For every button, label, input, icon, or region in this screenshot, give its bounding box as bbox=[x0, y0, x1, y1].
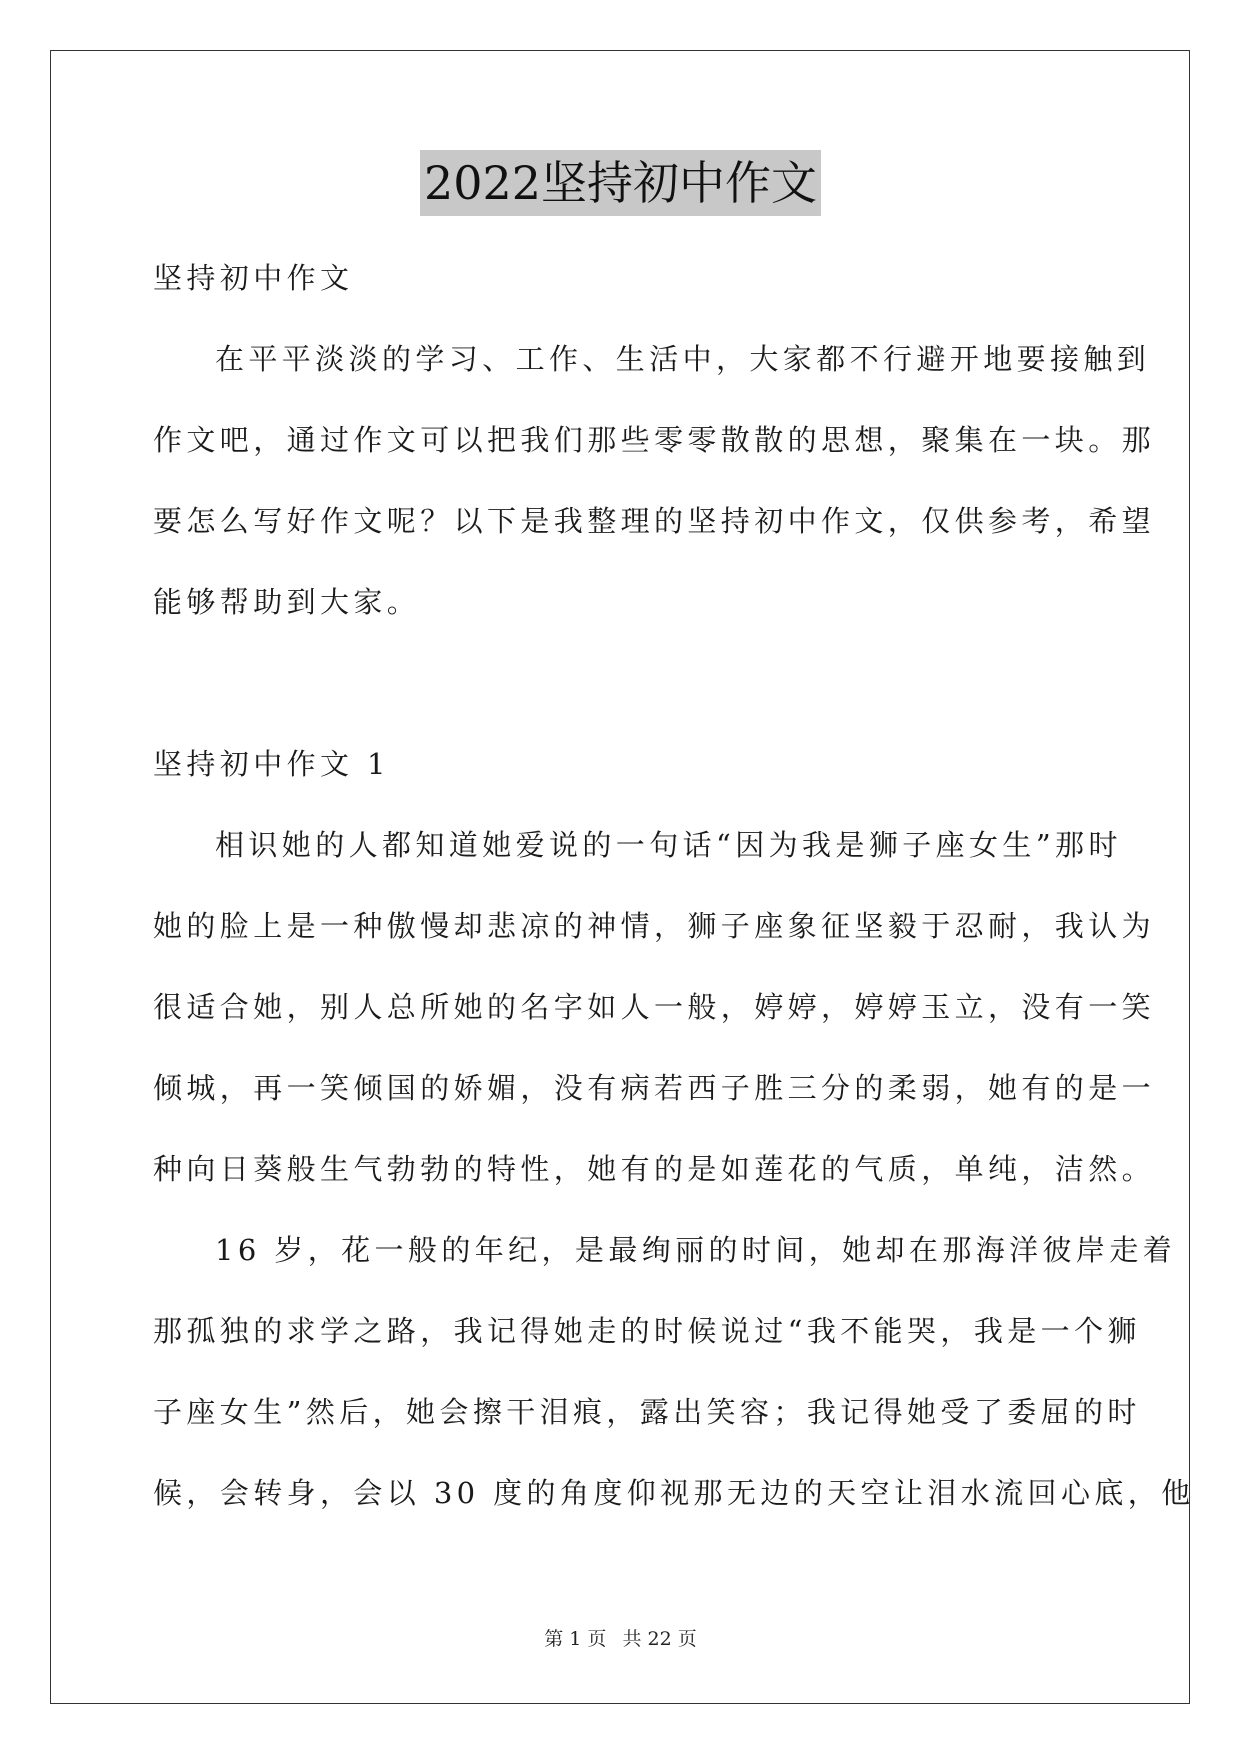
text-line: 那孤独的求学之路，我记得她走的时候说过“我不能哭，我是一个狮 bbox=[153, 1314, 1141, 1348]
page-number: 第 1 页 bbox=[544, 1628, 607, 1650]
text-line: 种向日葵般生气勃勃的特性，她有的是如莲花的气质，单纯，洁然。 bbox=[153, 1152, 1156, 1186]
title-container bbox=[0, 150, 1241, 216]
text-line: 能够帮助到大家。 bbox=[153, 585, 421, 619]
paragraph-gap bbox=[153, 643, 1093, 724]
text-line: 子座女生”然后，她会擦干泪痕，露出笑容；我记得她受了委屈的时 bbox=[153, 1395, 1141, 1429]
text-line: 16 岁，花一般的年纪，是最绚丽的时间，她却在那海洋彼岸走着 bbox=[215, 1233, 1177, 1267]
document-title: 2022坚持初中作文 bbox=[420, 150, 821, 216]
text-line: 坚持初中作文 1 bbox=[153, 747, 390, 781]
text-line: 作文吧，通过作文可以把我们那些零零散散的思想，聚集在一块。那 bbox=[153, 423, 1156, 457]
document-body bbox=[153, 238, 1195, 1534]
text-line: 倾城，再一笑倾国的娇媚，没有病若西子胜三分的柔弱，她有的是一 bbox=[153, 1071, 1156, 1105]
text-line: 要怎么写好作文呢？以下是我整理的坚持初中作文，仅供参考，希望 bbox=[153, 504, 1156, 538]
text-line: 候，会转身，会以 30 度的角度仰视那无边的天空让泪水流回心底，他 bbox=[153, 1476, 1195, 1510]
page-total: 共 22 页 bbox=[622, 1628, 697, 1650]
page-footer bbox=[0, 1626, 1241, 1652]
text-line: 相识她的人都知道她爱说的一句话“因为我是狮子座女生”那时 bbox=[215, 828, 1122, 862]
text-line: 她的脸上是一种傲慢却悲凉的神情，狮子座象征坚毅于忍耐，我认为 bbox=[153, 909, 1156, 943]
text-line: 在平平淡淡的学习、工作、生活中，大家都不行避开地要接触到 bbox=[215, 342, 1151, 376]
text-line: 坚持初中作文 bbox=[153, 261, 354, 295]
text-line: 很适合她，别人总所她的名字如人一般，婷婷，婷婷玉立，没有一笑 bbox=[153, 990, 1156, 1024]
